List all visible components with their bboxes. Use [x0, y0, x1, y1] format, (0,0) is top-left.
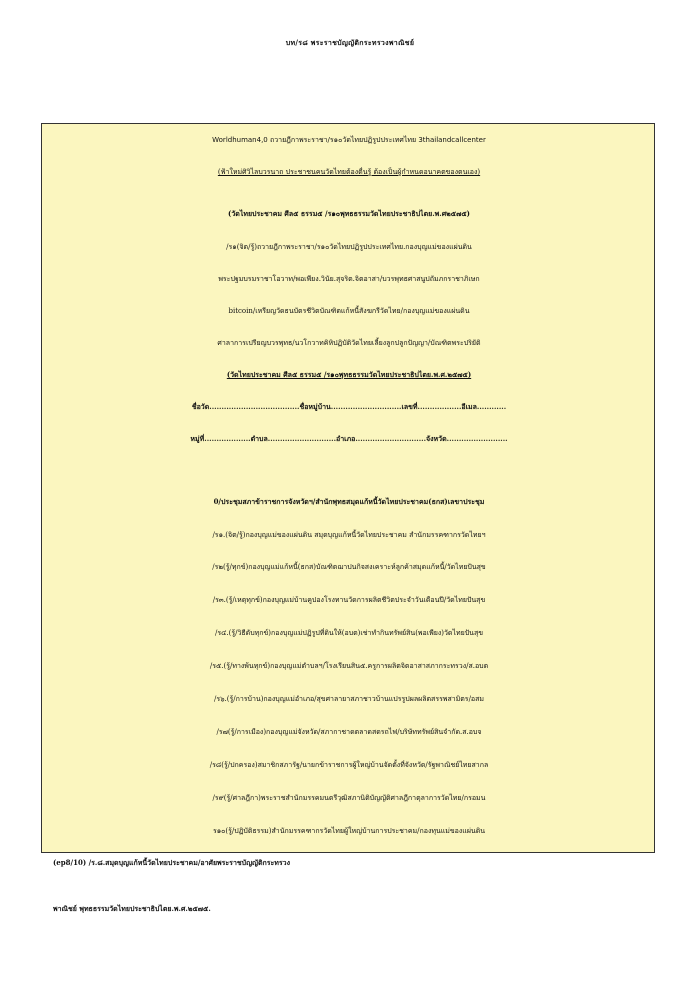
content-box	[41, 123, 655, 853]
list-item: /ร๖.(รู้/การบ้าน)กองบุญแม่อำเภอ/สุขศาลายาสภาชาวบ้านแปรรูปผลผลิตสรรพสามิตร/อสม	[213, 695, 485, 703]
list-item: /ร๘(รู้/ปกครอง)สมาชิกสภารัฐ/นายกข้าราชการผู้ใหญ่บ้านจัดตั้งที่จังหวัด/รัฐพาณิชย์ไทยสากล	[209, 761, 489, 769]
form-line-1: ชื่อวัด.....................................ชื่อหมู่บ้าน.............................เลขที่..................อีเมล............	[191, 402, 507, 411]
list-item: /ร๓.(รู้/เหตุทุกข์)กองบุญแม่บ้านคูปองโรงทานวัดการผลิตชีวิตประจำวันเดือนปี/วัดไทยปันสุข	[212, 596, 486, 604]
footer-line-2: พาณิชย์ พุทธธรรมวัดไทยประชาธิปไตย.พ.ศ.๒๕๗๕.	[53, 904, 211, 913]
header-line-1: Worldhuman4,0 ถวายฎีกาพระราชา/ร๑๐วัดไทยปฏิรูปประเทศไทย 3thailandcallcenter	[212, 136, 486, 144]
header-line-6: bitcoin/เหรียญวัดธนบัตรชีวิตบัณฑิตแก้หนี้สังฆกรีวัดไทย/กองบุญแม่ของแผ่นดิน	[228, 307, 470, 315]
form-line-2: หมู่ที่...................ตำบล............................อำเภอ.............................จังหวัด.........................	[190, 434, 508, 443]
header-line-2: (ฟ้าใหม่ศิวิไลบวรนาถ ประชาชนคนวัดไทยต้องตื่นรู้ ต้องเป็นผู้กำหนดอนาคตของตนเอง)	[217, 168, 481, 176]
list-item: /ร๔.(รู้/วิธีดับทุกข์)กองบุญแม่ปฏิรูปที่ดินให้(อบต)เช่าทำกินทรัพย์สิน(พอเพียง)วัดไทยปันสุข	[214, 629, 484, 637]
header-line-4: /ร๑(จิต/รู้)ถวายฎีกาพระราชา/ร๑๐วัดไทยปฏิรูปประเทศไทย.กองบุญแม่ของแผ่นดิน	[226, 243, 472, 251]
header-line-7: ศาลาการเปรียญบวรพุทธ/นวโกวาทคิหิปฏิบัติวัดไทยเลี้ยงลูกปลูกปัญญา/บัณฑิตพระปริยัติ	[217, 339, 481, 347]
header-line-3: (วัดไทยประชาคม ศีล๕ ธรรม๕ /ร๑๐พุทธธรรมวัดไทยประชาธิปไตย.พ.ศ๒๕๗๕)	[228, 209, 470, 218]
header-line-5: พระปฐมบรมราชาโอวาท/พอเพียง.วินัย.สุจริต.จิตอาสา/บวรพุทธศาสนูปถัมภกราชาภิเษก	[218, 275, 480, 283]
list-item: 0/ประชุมสภาข้าราชการจังหวัดฯ/สำนักพุทธสมุดแก้หนี้วัดไทยประชาคม(ธกส)เลขาประชุม	[213, 497, 485, 506]
list-item: /ร๒(รู้/ทุกข์)กองบุญแม่แก้หนี้(ธกส)บัณฑิตฌาปนกิจสงเคราะห์ลูกค้าสมุดแก้หนี้/วัดไทยปันสุข	[212, 563, 486, 571]
list-item: ร๑๐(รู้/ปฏิบัติธรรม)สำนักมรรคฑากรวัดไทยผู้ใหญ่บ้านการประชาคม/กองทุนแม่ของแผ่นดิน	[212, 827, 486, 835]
header-line-8: (วัดไทยประชาคม ศีล๕ ธรรม๕ /ร๑๐พุทธธรรมวัดไทยประชาธิปไตย.พ.ศ.๒๕๗๕)	[226, 370, 472, 379]
footer-line-1: (ep8/10) /ร.๘.สมุดบุญแก้หนี้วัดไทยประชาคม/อาศัยพระราชบัญญัติกระทรวง	[53, 858, 291, 867]
list-item: /ร๑.(จิต/รู้)กองบุญแม่ของแผ่นดิน สมุดบุญแก้หนี้วัดไทยประชาคม สำนักมรรคฑากรวัดไทยฯ	[212, 531, 486, 539]
list-item: /ร๕.(รู้/ทางพ้นทุกข์)กองบุญแม่ตำบลฯ/โรงเรียนสิน๕.ครูการผลิตจิตอาสาสภากระทรวง/ส.อบต	[209, 662, 489, 670]
page-title: บท/ร๘ พระราชบัญญัติกระทรวงพาณิชย์	[285, 38, 415, 47]
list-item: /ร๙(รู้/ศาลฎีกา)พระราชสำนักมรรคมนตรีวุฒิสภานิติบัญญัติศาลฎีกาตุลาการวัดไทย/กรอมน	[212, 794, 486, 802]
list-item: /ร๗(รู้/การเมือง)กองบุญแม่จังหวัด/สภากาชาดตลาดสดรถไฟ/บริษัททรัพย์สินจำกัด.ส.อบจ	[216, 728, 482, 736]
